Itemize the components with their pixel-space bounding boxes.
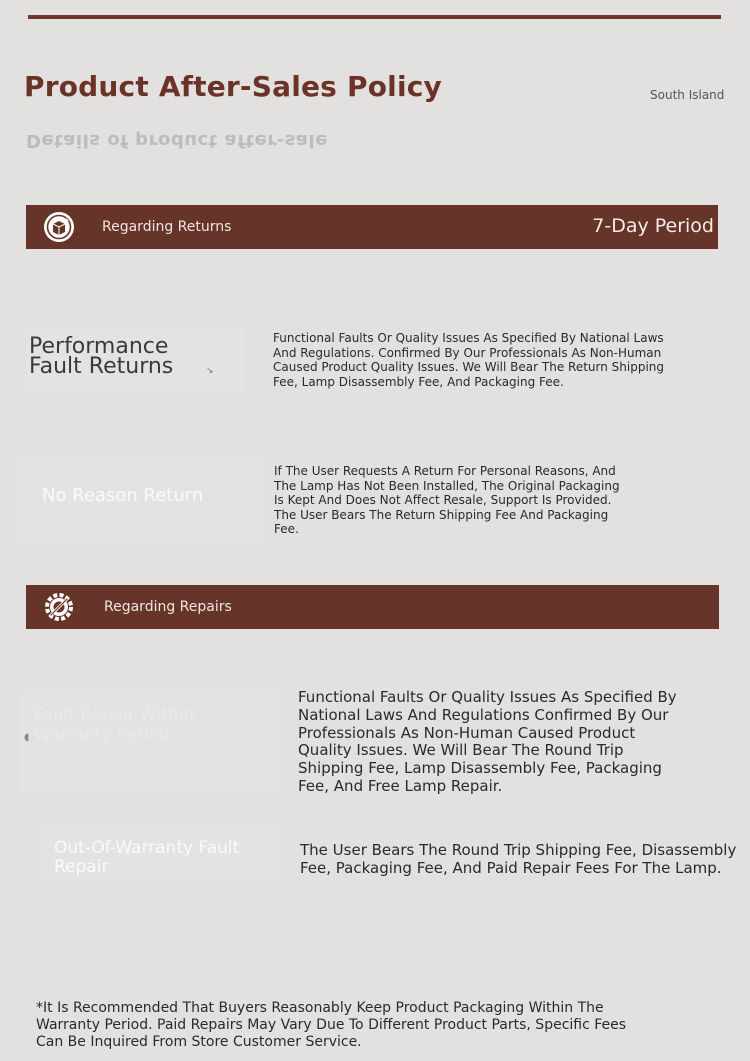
gear-wrench-icon [42,590,76,624]
small-dot-icon: ◖ [24,732,30,743]
brand-name: South Island [650,88,725,102]
small-arrow-icon: ↘ [206,366,214,376]
term-desc-performance-fault: Functional Faults Or Quality Issues As Specified By National Laws And Regulations. Confirmed By Our Professionals As Non-Human Caused Product Quality Issues. We Will Bear The Return Shipping Fee, Lamp Disassembly Fee, And Packaging Fee. [273,331,664,389]
section-title-returns: Regarding Returns [102,219,232,235]
footnote: *It Is Recommended That Buyers Reasonably Keep Product Packaging Within The Warranty Period. Paid Repairs May Vary Due To Different Product Parts, Specific Fees Can Be Inquired From Store Customer Service. [36,1000,627,1050]
term-title-out-of-warranty: Out-Of-Warranty Fault Repair [54,838,240,877]
section-bar-repairs [26,585,719,629]
term-title-performance-fault: Performance Fault Returns [29,334,174,379]
return-period: 7-Day Period [592,215,714,237]
section-title-repairs: Regarding Repairs [104,599,232,615]
page-title: Product After-Sales Policy [24,70,442,103]
term-title-no-reason: No Reason Return [42,485,204,506]
term-desc-warranty-repair: Functional Faults Or Quality Issues As Specified By National Laws And Regulations Confirmed By Our Professionals As Non-Human Caused Product Quality Issues. We Will Bear The Round Trip Shipping Fee, Lamp Disassembly Fee, Packaging Fee, And Free Lamp Repair. [298,688,677,795]
term-desc-no-reason: If The User Requests A Return For Personal Reasons, And The Lamp Has Not Been Installed, The Original Packaging Is Kept And Does Not Affect Resale, Support Is Provided. The User Bears The Return Shipping Fee And Packaging Fee. [274,464,620,536]
return-box-icon [42,210,76,244]
term-title-warranty-repair: Fault Repair Within Warranty Period [34,705,195,745]
term-desc-out-of-warranty: The User Bears The Round Trip Shipping Fee, Disassembly Fee, Packaging Fee, And Paid Repair Fees For The Lamp. [300,841,737,877]
section-bar-returns [26,205,718,249]
mirrored-subtitle: Details of product after-sale [26,130,328,151]
top-divider [28,15,721,19]
